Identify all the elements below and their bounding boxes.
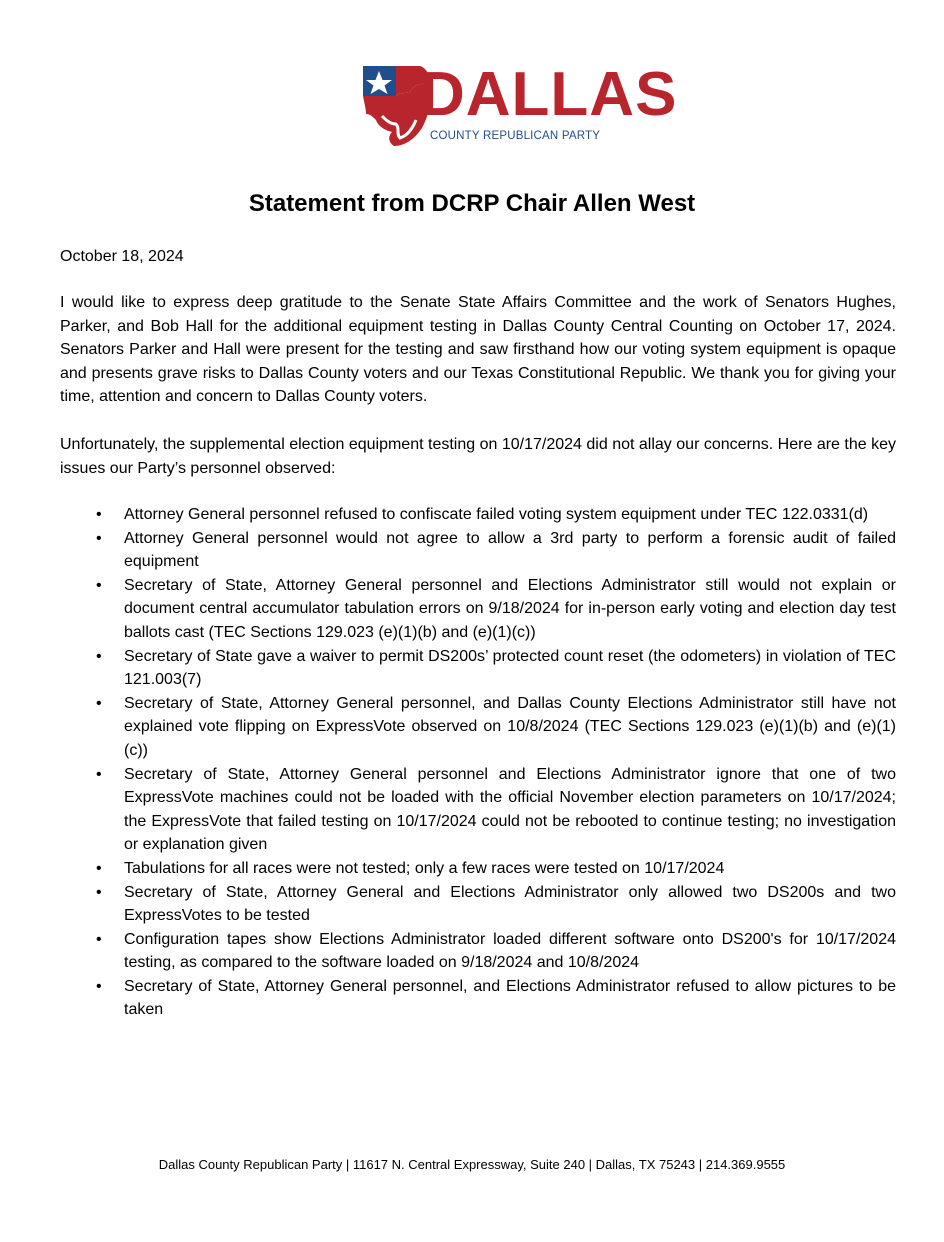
list-item [60,857,896,881]
statement-title: Statement from DCRP Chair Allen West [248,190,696,217]
bullet-icon: • [96,576,102,594]
party-logo [360,60,678,150]
list-item [60,881,896,928]
issue-text: Configuration tapes show Elections Administrator loaded different software onto DS200's for 10/17/2024 testing, as compared to the software loaded on 9/18/2024 and 10/8/2024 [124,930,896,972]
bullet-icon: • [96,529,102,547]
list-item [60,692,896,763]
statement-date: October 18, 2024 [60,248,184,265]
bullet-icon: • [96,694,102,712]
logo-subtitle: COUNTY REPUBLICAN PARTY [430,130,601,142]
bullet-icon: • [96,977,102,995]
list-item [60,574,896,645]
issue-text: Secretary of State, Attorney General and Elections Administrator only allowed two DS200s and two ExpressVotes to be tested [124,883,896,925]
issue-text: Secretary of State gave a waiver to permit DS200s’ protected count reset (the odometers) in violation of TEC 121.003(7) [124,647,896,689]
bullet-icon: • [96,859,102,877]
bullet-icon: • [96,765,102,783]
list-item [60,928,896,975]
bullet-icon: • [96,930,102,948]
issue-text: Secretary of State, Attorney General personnel and Elections Administrator ignore that one of two ExpressVote machines could not be loaded with the official November election parameters on 10/17/2024; the ExpressVote that failed testing on 10/17/2024 could not be rebooted to continue testing; no investigation or explanation given [124,765,896,854]
page-footer: Dallas County Republican Party | 11617 N. Central Expressway, Suite 240 | Dallas, TX 75243 | 214.369.9555 [158,1157,786,1172]
intro-paragraph: I would like to express deep gratitude to the Senate State Affairs Committee and the work of Senators Hughes, Parker, and Bob Hall for the additional equipment testing in Dallas County Central Counting on October 17, 2024. Senators Parker and Hall were present for the testing and saw firsthand how our voting system equipment is opaque and presents grave risks to Dallas County voters and our Texas Constitutional Republic. We thank you for giving your time, attention and concern to Dallas County voters. [60,294,896,406]
bullet-icon: • [96,506,102,523]
issue-text: Attorney General personnel refused to confiscate failed voting system equipment under TEC 122.0331(d) [124,506,869,523]
bullet-icon: • [96,883,102,901]
list-item [60,763,896,857]
issue-text: Attorney General personnel would not agree to allow a 3rd party to perform a forensic audit of failed equipment [124,529,896,571]
list-item [60,975,896,1022]
lead-paragraph: Unfortunately, the supplemental election equipment testing on 10/17/2024 did not allay our concerns. Here are the key issues our Party’s personnel observed: [60,436,896,477]
issue-text: Secretary of State, Attorney General personnel, and Elections Administrator refused to allow pictures to be taken [124,977,896,1019]
issue-text: Secretary of State, Attorney General personnel, and Dallas County Elections Administrator still have not explained vote flipping on ExpressVote observed on 10/8/2024 (TEC Sections 129.023 (e)(1)(b) and (e)(1)(c)) [124,694,896,759]
bullet-icon: • [96,647,102,665]
issue-text: Tabulations for all races were not tested; only a few races were tested on 10/17/2024 [124,859,725,877]
logo-wordmark: DALLAS [420,60,678,129]
issue-text: Secretary of State, Attorney General personnel and Elections Administrator still would not explain or document central accumulator tabulation errors on 9/18/2024 for in-person early voting and election day test ballots cast (TEC Sections 129.023 (e)(1)(b) and (e)(1)(c)) [124,576,896,641]
list-item [60,503,896,527]
list-item [60,645,896,692]
issues-list [60,503,896,1022]
list-item [60,527,896,574]
